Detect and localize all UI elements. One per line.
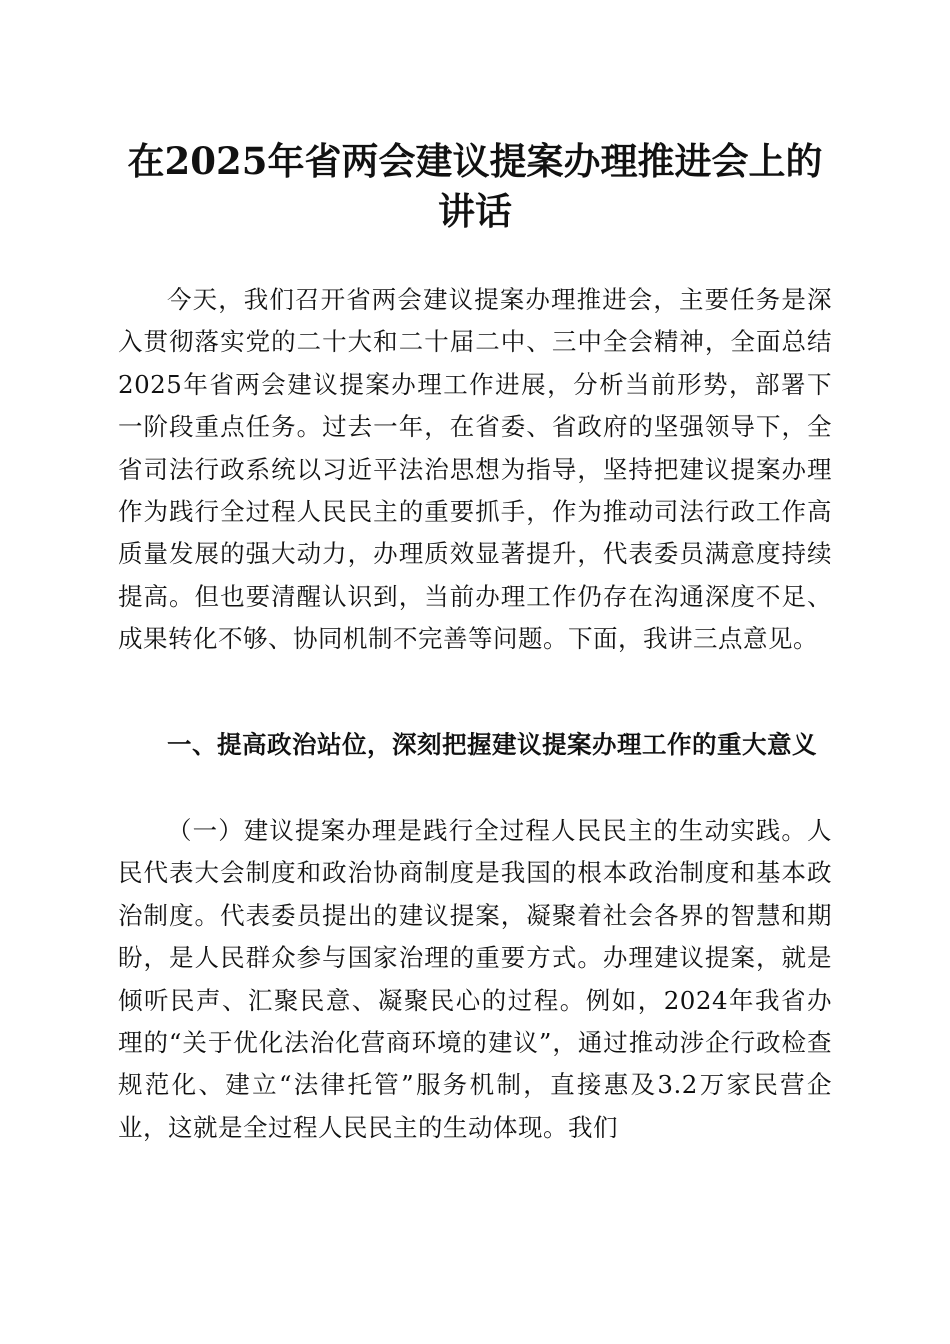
intro-paragraph: 今天，我们召开省两会建议提案办理推进会，主要任务是深入贯彻落实党的二十大和二十届二中、三中全会精神，全面总结2025年省两会建议提案办理工作进展，分析当前形势，部署下一阶段重点任务。过去一年，在省委、省政府的坚强领导下，全省司法行政系统以习近平法治思想为指导，坚持把建议提案办理作为践行全过程人民民主的重要抓手，作为推动司法行政工作高质量发展的强大动力，办理质效显著提升，代表委员满意度持续提高。但也要清醒认识到，当前办理工作仍存在沟通深度不足、成果转化不够、协同机制不完善等问题。下面，我讲三点意见。	[118, 285, 832, 654]
subsection-paragraph-1: （一）建议提案办理是践行全过程人民民主的生动实践。人民代表大会制度和政治协商制度是我国的根本政治制度和基本政治制度。代表委员提出的建议提案，凝聚着社会各界的智慧和期盼，是人民群众参与国家治理的重要方式。办理建议提案，就是倾听民声、汇聚民意、凝聚民心的过程。例如，2024年我省办理的“关于优化法治化营商环境的建议”，通过推动涉企行政检查规范化、建立“法律托管”服务机制，直接惠及3.2万家民营企业，这就是全过程人民民主的生动体现。我们	[118, 816, 832, 1142]
document-title: 在2025年省两会建议提案办理推进会上的讲话	[127, 139, 823, 233]
section-heading-1: 一、提高政治站位，深刻把握建议提案办理工作的重大意义	[167, 730, 817, 759]
